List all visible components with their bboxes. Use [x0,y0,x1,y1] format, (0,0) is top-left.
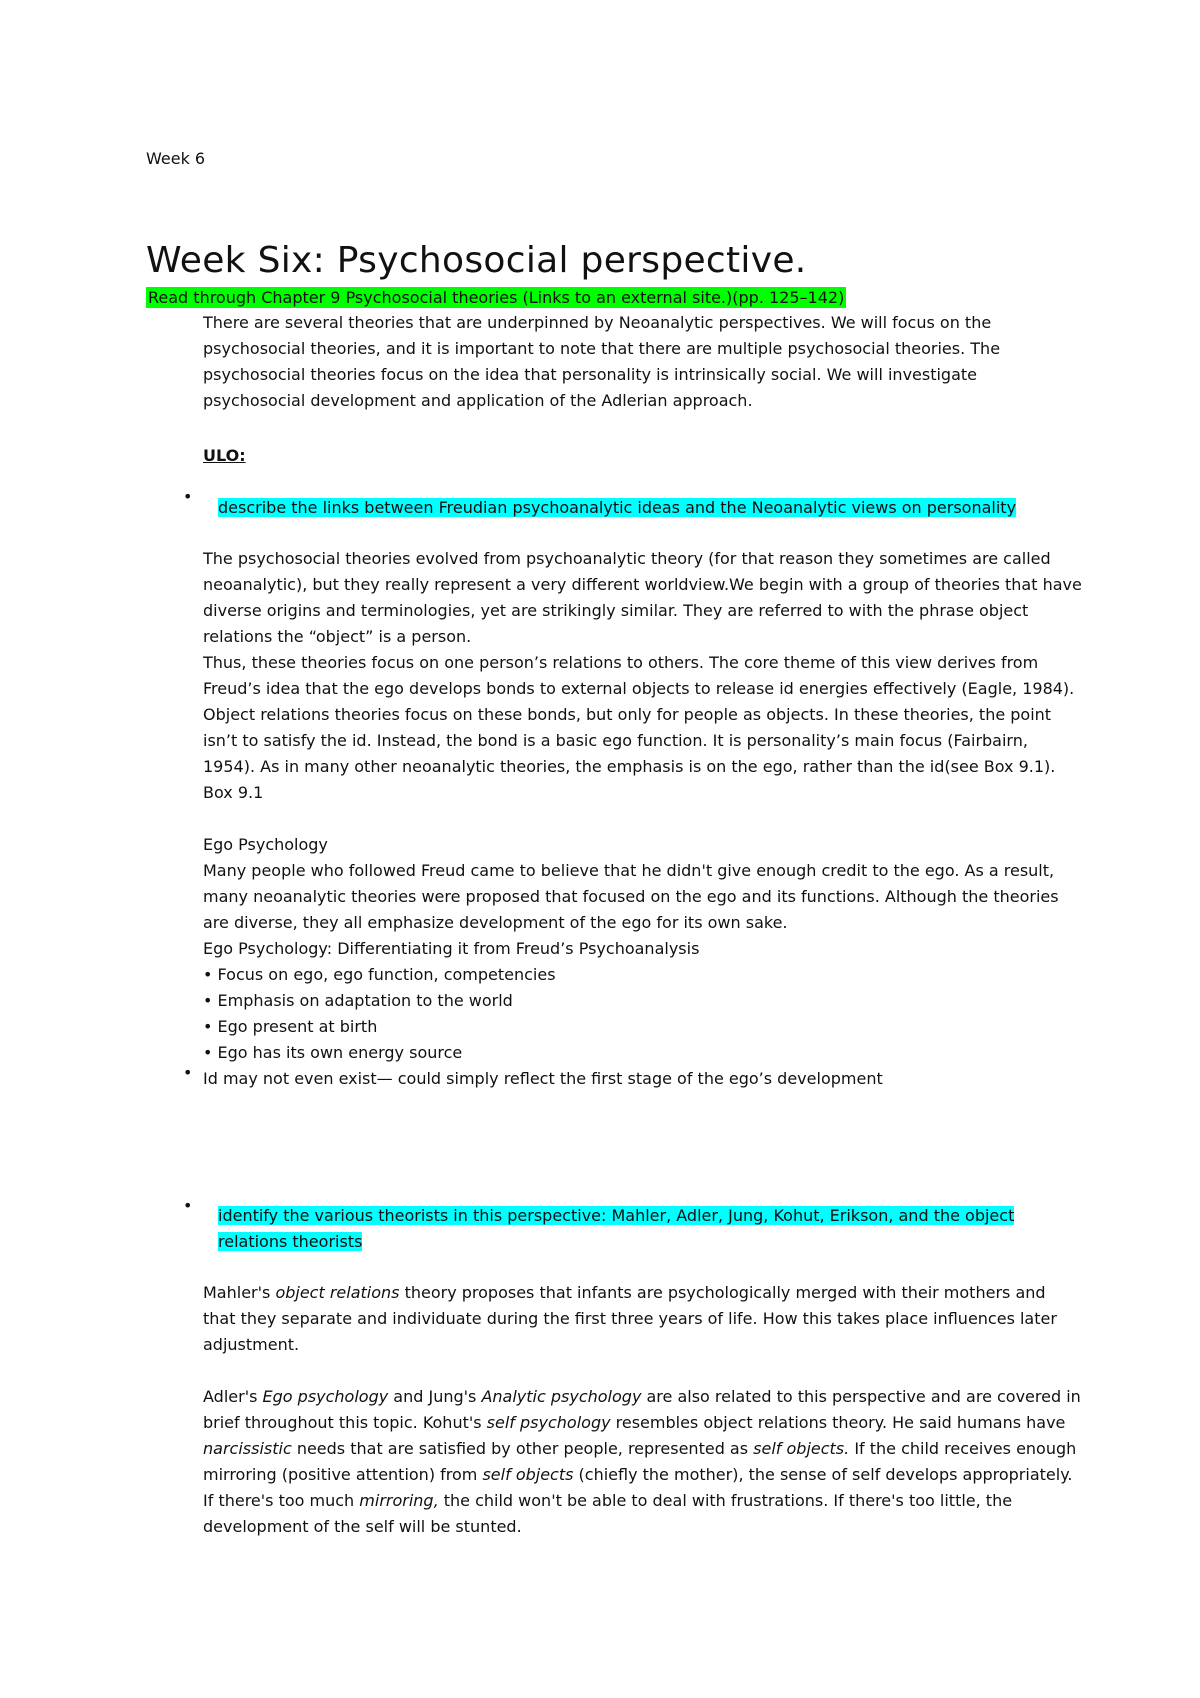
ego-section [203,832,1083,1066]
ulo2-highlight [218,1203,1018,1255]
ego-subheading: Ego Psychology: Differentiating it from Freud’s Psychoanalysis [203,939,700,958]
ego-list [203,962,1083,1066]
ulo1-para2: Thus, these theories focus on one person’s relations to others. The core theme of this view derives from Freud’s idea that the ego develops bonds to external objects to release id energies effectively (Eagle, 1984). Object relations theories focus on these bonds, but only for people as objects. In these theories, the point isn’t to satisfy the id. Instead, the bond is a basic ego function. It is personality’s main focus (Fairbairn, 1954). As in many other neoanalytic theories, the emphasis is on the ego, rather than the id(see Box 9.1). Box 9.1 [203,653,1075,802]
adler-text: (chiefly the mother), the sense of self develops appropriately. If there's too much [203,1465,1073,1510]
bullet-icon: • [183,1196,193,1215]
reading-link[interactable]: Read through Chapter 9 Psychosocial theories (Links to an external site.)(pp. 125–142) [148,288,845,307]
adler-emphasis: self objects. [753,1439,850,1458]
bullet-icon: • [183,1063,193,1082]
ulo1-highlight [218,495,1018,521]
ego-paragraph: Many people who followed Freud came to believe that he didn't give enough credit to the ego. As a result, many neoanalytic theories were proposed that focused on the ego and its functions. Although the theories are diverse, they all emphasize development of the ego for its own sake. [203,861,1059,932]
adler-emphasis: self objects [482,1465,574,1484]
intro-text: There are several theories that are underpinned by Neoanalytic perspectives. We will focus on the psychosocial theories, and it is important to note that there are multiple psychosocial theories. The psychosocial theories focus on the idea that personality is intrinsically social. We will investigate psychosocial development and application of the Adlerian approach. [203,313,1001,410]
ulo2-text: identify the various theorists in this perspective: Mahler, Adler, Jung, Kohut, Erikson, and the object relations theorists [218,1206,1015,1251]
ulo1-text: describe the links between Freudian psychoanalytic ideas and the Neoanalytic views on personality [218,498,1017,517]
adler-emphasis: Analytic psychology [481,1387,642,1406]
mahler-text: theory proposes that infants are psychologically merged with their mothers and that they separate and individuate during the first three years of life. How this takes place influences later adjustment. [203,1283,1057,1354]
mahler-paragraph [203,1280,1083,1358]
last-item [203,1066,1083,1092]
list-item: • Focus on ego, ego function, competencies [203,965,556,984]
adler-emphasis: self psychology [486,1413,611,1432]
page-title: Week Six: Psychosocial perspective. [146,240,807,281]
header-label: Week 6 [146,149,206,168]
ulo1-para1: The psychosocial theories evolved from psychoanalytic theory (for that reason they sometimes are called neoanalytic), but they really represent a very different worldview.We begin with a group of theories that have diverse origins and terminologies, yet are strikingly similar. They are referred to with the phrase object relations the “object” is a person. [203,549,1082,646]
list-item: • Emphasis on adaptation to the world [203,991,513,1010]
adler-text: needs that are satisfied by other people, represented as [291,1439,754,1458]
adler-text: the child won't be able to deal with frustrations. If there's too little, the development of the self will be stunted. [203,1491,1013,1536]
ulo1-body [203,546,1083,806]
mahler-emphasis: object relations [275,1283,400,1302]
adler-text: resembles object relations theory. He said humans have [610,1413,1066,1432]
adler-emphasis: narcissistic [203,1439,292,1458]
adler-emphasis: Ego psychology [262,1387,389,1406]
adler-text: If the child receives enough mirroring (positive attention) from [203,1439,1077,1484]
ego-heading: Ego Psychology [203,835,328,854]
mahler-text: Mahler's [203,1283,276,1302]
bullet-icon: • [183,487,193,506]
list-item: • Ego present at birth [203,1017,378,1036]
adler-text: are also related to this perspective and are covered in brief throughout this topic. Kohut's [203,1387,1081,1432]
adler-emphasis: mirroring, [359,1491,439,1510]
adler-paragraph [203,1384,1083,1540]
adler-text: Adler's [203,1387,263,1406]
intro-paragraph [203,310,1083,414]
list-item: • Ego has its own energy source [203,1043,463,1062]
adler-text: and Jung's [388,1387,482,1406]
last-item-text: Id may not even exist— could simply reflect the first stage of the ego’s development [203,1069,883,1088]
ulo-heading: ULO: [203,446,246,465]
